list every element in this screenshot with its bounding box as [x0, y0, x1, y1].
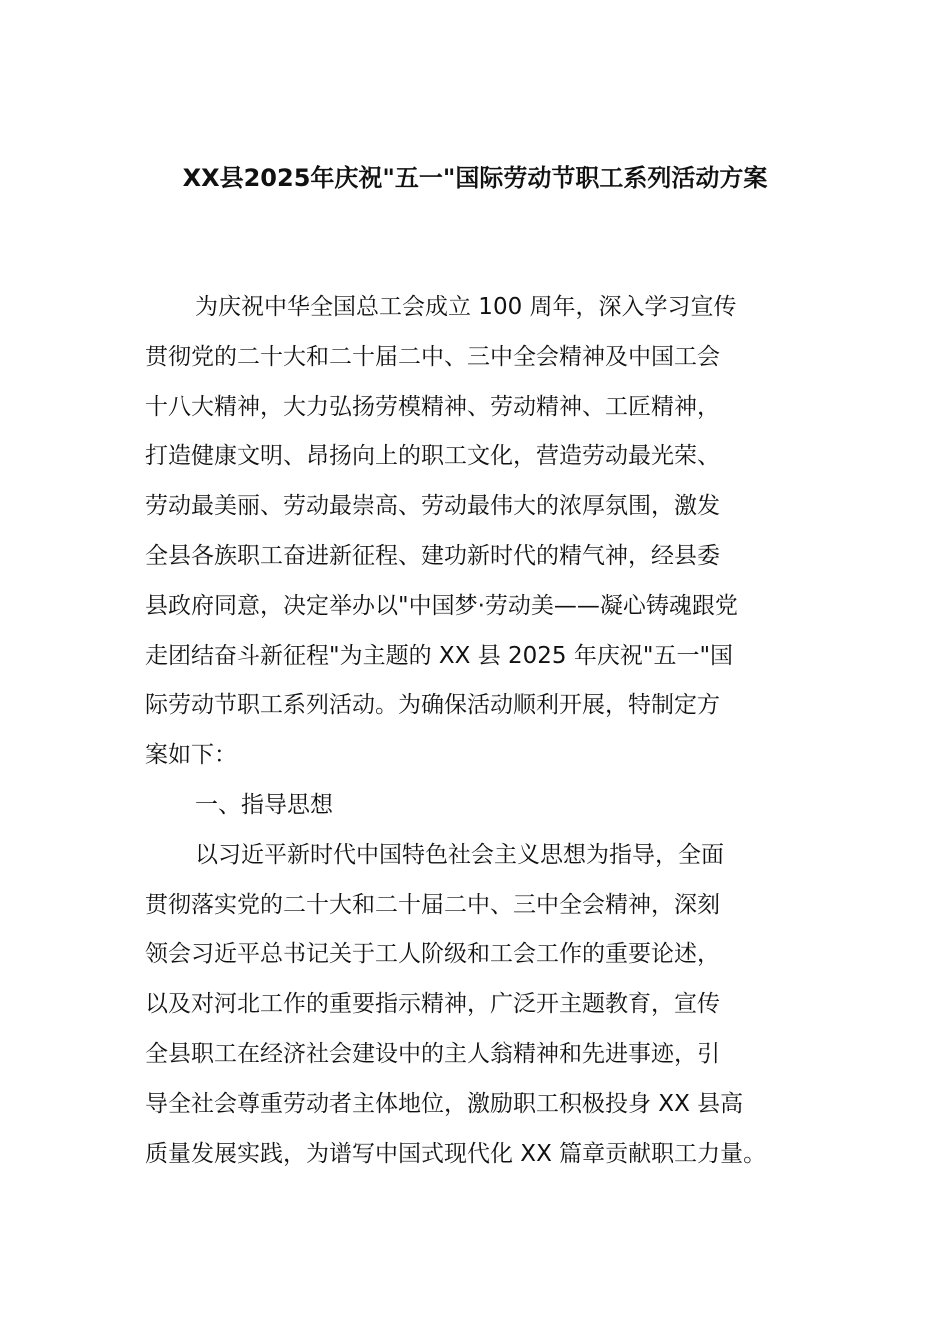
paragraph-line: 劳动最美丽、劳动最崇高、劳动最伟大的浓厚氛围，激发 — [145, 493, 720, 520]
paragraph-line: 贯彻党的二十大和二十届二中、三中全会精神及中国工会 — [145, 343, 720, 370]
paragraph-guiding-ideology — [145, 831, 830, 1180]
paragraph-line: 案如下： — [145, 742, 237, 769]
paragraph-line: 以习近平新时代中国特色社会主义思想为指导，全面 — [195, 841, 724, 868]
paragraph-line: 全县职工在经济社会建设中的主人翁精神和先进事迹，引 — [145, 1040, 720, 1067]
paragraph-line: 领会习近平总书记关于工人阶级和工会工作的重要论述， — [145, 941, 720, 968]
paragraph-line: 际劳动节职工系列活动。为确保活动顺利开展，特制定方 — [145, 692, 720, 719]
paragraph-line: 以及对河北工作的重要指示精神，广泛开主题教育，宣传 — [145, 991, 720, 1018]
paragraph-line: 十八大精神，大力弘扬劳模精神、劳动精神、工匠精神， — [145, 393, 720, 420]
paragraph-line: 导全社会尊重劳动者主体地位，激励职工积极投身 XX 县高 — [145, 1090, 744, 1117]
paragraph-line: 全县各族职工奋进新征程、建功新时代的精气神，经县委 — [145, 542, 720, 569]
document-body — [145, 283, 830, 1179]
section-heading-guiding-ideology: 一、指导思想 — [195, 791, 333, 818]
paragraph-intro — [145, 283, 830, 781]
paragraph-line: 质量发展实践，为谱写中国式现代化 XX 篇章贡献职工力量。 — [145, 1140, 767, 1167]
paragraph-line: 县政府同意，决定举办以"中国梦·劳动美——凝心铸魂跟党 — [145, 592, 738, 619]
paragraph-line: 走团结奋斗新征程"为主题的 XX 县 2025 年庆祝"五一"国 — [145, 642, 734, 669]
document-title: XX县2025年庆祝"五一"国际劳动节职工系列活动方案 — [182, 164, 768, 192]
paragraph-line: 为庆祝中华全国总工会成立 100 周年，深入学习宣传 — [195, 294, 737, 320]
paragraph-line: 贯彻落实党的二十大和二十届二中、三中全会精神，深刻 — [145, 891, 720, 918]
paragraph-line: 打造健康文明、昂扬向上的职工文化，营造劳动最光荣、 — [145, 443, 720, 470]
